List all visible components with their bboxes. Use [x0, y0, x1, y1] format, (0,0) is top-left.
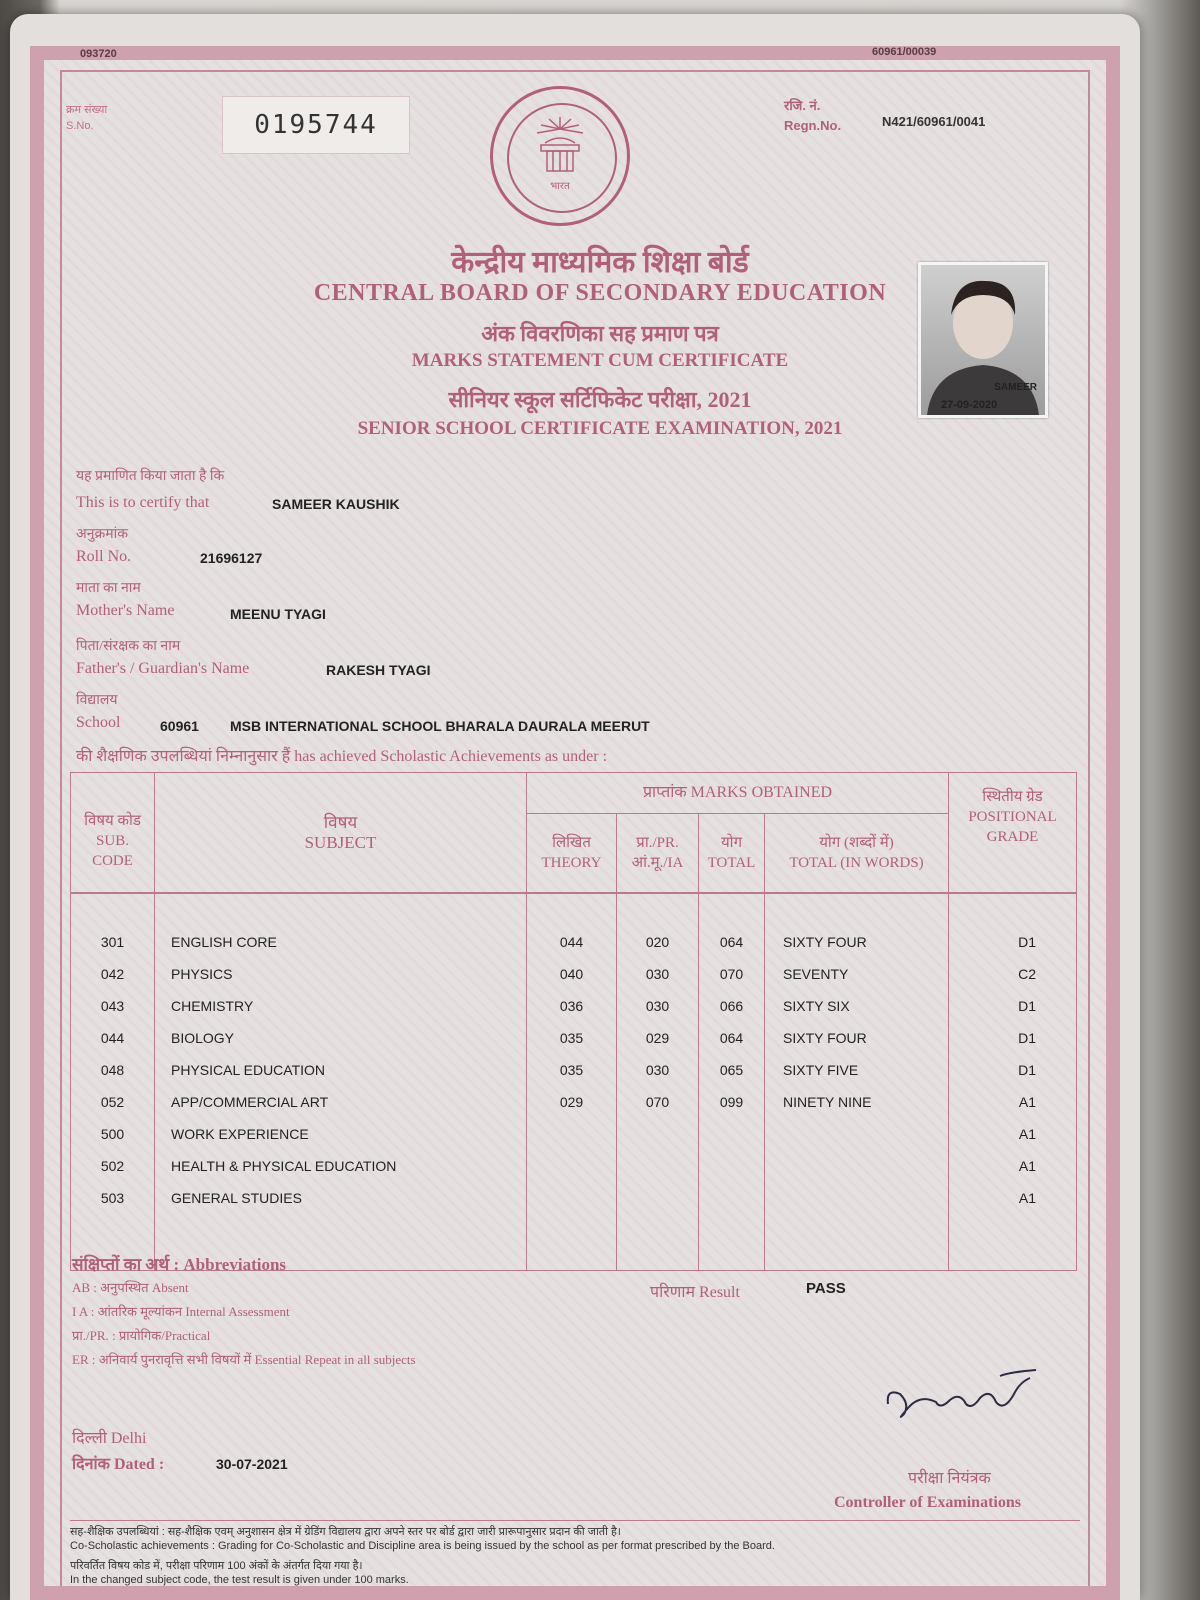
footer-note-hindi-1: सह-शैक्षिक उपलब्धियां : सह-शैक्षिक एवम् अनुशासन क्षेत्र में ग्रेडिंग विद्यालय द्वारा अपने स्तर पर बोर्ड द्वारा जारी प्रारूपानुसार प्रदान की जाती है। [70, 1526, 621, 1538]
student-photo [918, 262, 1048, 418]
table-row: 043 CHEMISTRY 036 030 066 SIXTY SIX D1 [71, 990, 1077, 1022]
place: दिल्ली Delhi [72, 1430, 147, 1447]
lamp-emblem-icon [493, 89, 627, 223]
board-title: CENTRAL BOARD OF SECONDARY EDUCATION [313, 280, 887, 306]
header-subject: विषय SUBJECT [155, 773, 527, 894]
serial-left: 093720 [80, 48, 117, 60]
certify-label: This is to certify that [76, 494, 210, 511]
exam-title-hindi: सीनियर स्कूल सर्टिफिकेट परीक्षा, 2021 [448, 387, 752, 412]
dated-label: दिनांक Dated : [72, 1456, 165, 1473]
photo-date-stamp: 27-09-2020 [941, 399, 998, 411]
result-label: परिणाम Result [650, 1284, 740, 1301]
certify-label-hindi: यह प्रमाणित किया जाता है कि [76, 469, 225, 484]
abbr-practical: प्रा./PR. : प्रायोगिक/Practical [72, 1328, 211, 1343]
table-row: 500 WORK EXPERIENCE A1 [71, 1118, 1077, 1150]
mother-label-hindi: माता का नाम [76, 581, 141, 596]
header-sub-code: विषय कोड SUB. CODE [71, 773, 155, 894]
header-practical: प्रा./PR. आं.मू./IA [617, 814, 699, 894]
school-label-hindi: विद्यालय [76, 693, 118, 708]
photo-name-stamp: SAMEER [994, 382, 1037, 393]
table-row: 052 APP/COMMERCIAL ART 029 070 099 NINETY NINE A1 [71, 1086, 1077, 1118]
abbreviations-title: संक्षिप्तों का अर्थ : Abbreviations [72, 1255, 287, 1274]
marks-table [70, 772, 1077, 1271]
student-name: SAMEER KAUSHIK [272, 496, 400, 512]
school-name: MSB INTERNATIONAL SCHOOL BHARALA DAURALA MEERUT [230, 718, 650, 734]
roll-number: 21696127 [200, 550, 263, 566]
table-row: 044 BIOLOGY 035 029 064 SIXTY FOUR D1 [71, 1022, 1077, 1054]
serial-right: 60961/00039 [872, 46, 937, 58]
table-row: 502 HEALTH & PHYSICAL EDUCATION A1 [71, 1150, 1077, 1182]
footer-note-2: In the changed subject code, the test result is given under 100 marks. [70, 1574, 409, 1586]
certificate-number: 0195744 [222, 96, 410, 154]
result-value: PASS [806, 1280, 846, 1297]
table-row: 503 GENERAL STUDIES A1 [71, 1182, 1077, 1214]
mother-label: Mother's Name [76, 602, 175, 619]
svg-text:भारत: भारत [550, 181, 570, 192]
father-label: Father's / Guardian's Name [76, 660, 250, 677]
footer-note-hindi-2: परिवर्तित विषय कोड में, परीक्षा परिणाम 100 अंकों के अंतर्गत दिया गया है। [70, 1560, 363, 1572]
controller-label: Controller of Examinations [834, 1494, 1021, 1511]
header-total: योग TOTAL [699, 814, 765, 894]
header-marks-obtained: प्राप्तांक MARKS OBTAINED [527, 773, 949, 814]
table-row: 042 PHYSICS 040 030 070 SEVENTY C2 [71, 958, 1077, 990]
father-label-hindi: पिता/संरक्षक का नाम [76, 639, 181, 654]
abbr-essential-repeat: ER : अनिवार्य पुनरावृत्ति सभी विषयों में Essential Repeat in all subjects [72, 1352, 416, 1367]
achievement-statement: की शैक्षणिक उपलब्धियां निम्नानुसार हैं has achieved Scholastic Achievements as under : [76, 748, 608, 765]
table-row: 301 ENGLISH CORE 044 020 064 SIXTY FOUR D1 [71, 926, 1077, 958]
doc-title: MARKS STATEMENT CUM CERTIFICATE [411, 350, 789, 371]
cbse-seal-icon [490, 86, 630, 226]
table-row: 048 PHYSICAL EDUCATION 035 030 065 SIXTY FIVE D1 [71, 1054, 1077, 1086]
abbr-absent: AB : अनुपस्थित Absent [72, 1280, 189, 1295]
cert-number-label: क्रम संख्या S.No. [66, 104, 108, 132]
header-positional-grade: स्थितीय ग्रेड POSITIONAL GRADE [949, 773, 1077, 894]
exam-title: SENIOR SCHOOL CERTIFICATE EXAMINATION, 2021 [357, 418, 843, 439]
abbr-internal: I A : आंतरिक मूल्यांकन Internal Assessment [72, 1304, 290, 1319]
footer-note-1: Co-Scholastic achievements : Grading for Co-Scholastic and Discipline area is being issued by the school as per format prescribed by the Board. [70, 1540, 775, 1552]
doc-title-hindi: अंक विवरणिका सह प्रमाण पत्र [481, 321, 719, 346]
controller-label-hindi: परीक्षा नियंत्रक [908, 1470, 991, 1487]
dated-value: 30-07-2021 [216, 1456, 288, 1472]
roll-label-hindi: अनुक्रमांक [76, 527, 128, 542]
mother-name: MEENU TYAGI [230, 606, 326, 622]
school-code: 60961 [160, 718, 199, 734]
footer-divider [70, 1520, 1080, 1521]
header-theory: लिखित THEORY [527, 814, 617, 894]
roll-label: Roll No. [76, 548, 132, 565]
father-name: RAKESH TYAGI [326, 662, 431, 678]
header-total-words: योग (शब्दों में) TOTAL (IN WORDS) [765, 814, 949, 894]
regn-label: रजि. नं. Regn.No. [784, 98, 842, 133]
controller-signature-icon [880, 1364, 1050, 1428]
board-title-hindi: केन्द्रीय माध्यमिक शिक्षा बोर्ड [451, 246, 749, 279]
regn-number: N421/60961/0041 [882, 114, 986, 129]
school-label: School [76, 714, 121, 731]
